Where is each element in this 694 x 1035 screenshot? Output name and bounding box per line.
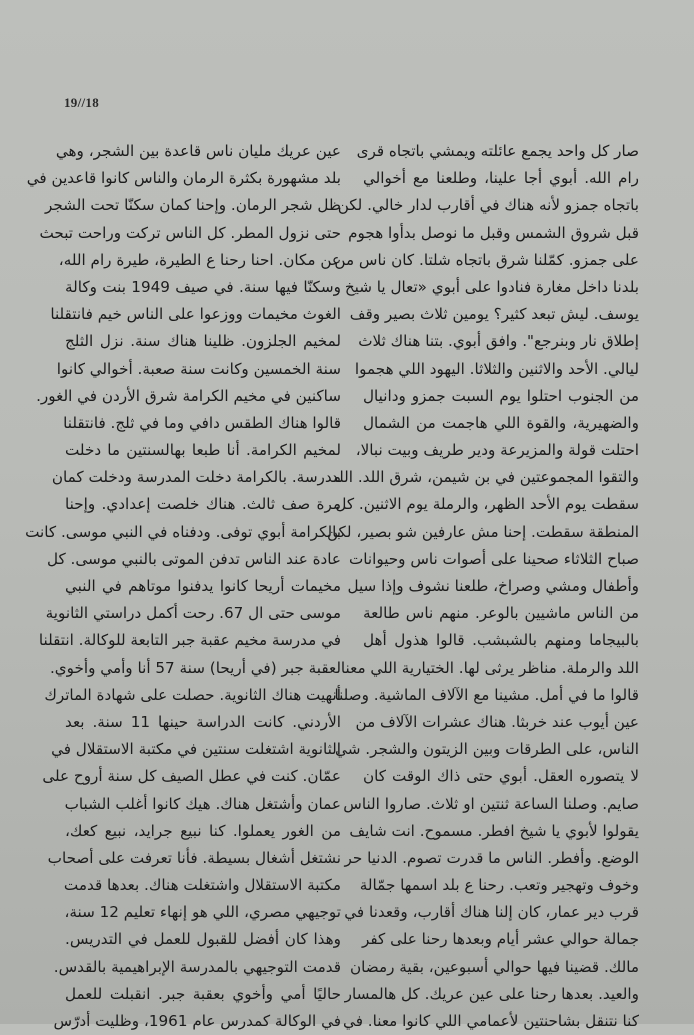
text-line: الغوث مخيمات ووزعوا على الناس خيم فانتقلنا xyxy=(50,305,341,324)
left-text-column xyxy=(25,138,341,1035)
text-line: على جمزو. كمّلنا شرق باتجاه شلتا. كان ناس من xyxy=(334,250,639,269)
text-line: لمخيم الجلزون. ظلينا هناك سنة. نزل الثلج xyxy=(65,332,341,351)
text-line: صايم. وصلنا الساعة ثنتين او ثلاث. صاروا الناس xyxy=(343,794,639,813)
text-line: سقطت يوم الأحد الظهر، والرملة يوم الاثنين. كل xyxy=(335,495,639,514)
text-line: من الغور يعملوا. كنا نبيع جرايد، نبيع كعك، xyxy=(65,821,341,840)
text-line: مدرسة. بالكرامة دخلت المدرسة ودخلت كمان xyxy=(51,468,341,487)
text-line: قبل شروق الشمس وقبل ما نوصل بدأوا هجوم xyxy=(348,223,639,242)
text-line: جمالة حوالي عشر أيام وبعدها رحنا على كفر xyxy=(361,930,639,949)
text-line: بلد مشهورة بكثرة الرمان والناس كانوا قاعدين في xyxy=(26,169,341,188)
text-line: توجيهي مصري، اللي هو إنهاء تعليم 12 سنة، xyxy=(64,903,341,922)
text-line: موسى حتى ال 67. رحت أكمل دراستي الثانوية xyxy=(45,604,341,623)
text-line: ليالي. الأحد والاثنين والثلاثا. اليهود اللي هجموا xyxy=(354,359,639,378)
text-line: وهذا كان أفضل للقبول للعمل في التدريس. xyxy=(65,930,341,949)
text-line: وخوف وتهجير وتعب. رحنا ع بلد اسمها جمّالة xyxy=(359,876,639,895)
text-line: عين أيوب عند خربثا. هناك عشرات الآلاف من xyxy=(355,712,639,731)
text-line: حاليًا أمي وأخوي بعقبة جبر. انقبلت للعمل xyxy=(65,984,341,1003)
text-line: إطلاق نار وبنرجع". وافق أبوي. بتنا هناك ثلاث xyxy=(358,332,639,351)
text-line: باتجاه جمزو لأنه هناك في أقارب لدار خالي. لكن xyxy=(337,196,639,215)
text-line: احتلت قولة والمزيرعة ودير طريف وبيت نبالا، xyxy=(355,441,639,460)
text-line: الوضع. وأفطر. الناس ما قدرت تصوم. الدنيا حر xyxy=(344,848,639,867)
text-line: والتقوا المجموعتين في بن شيمن، شرق اللد. اللد xyxy=(331,468,639,487)
text-line: مكتبة الاستقلال واشتغلت هناك. بعدها قدمت xyxy=(63,876,341,895)
text-line: سنة الخمسين وكانت سنة صعبة. أخوالي كانوا xyxy=(56,359,341,378)
text-line: والضهيرية، والقوة اللي هاجمت من الشمال xyxy=(363,413,639,432)
text-line: اللد والرملة. مناظر يرثى لها. الختيارية اللي معنا xyxy=(340,658,639,677)
page-number: 19//18 xyxy=(64,95,100,110)
text-line: والعيد. بعدها رحنا على عين عريك. كل هالمسار xyxy=(344,984,639,1003)
text-line: قالوا ما في أمل. مشينا مع الآلاف الماشية. وصلنا xyxy=(334,685,639,704)
text-line: عمان وأشتغل هناك. هيك كانوا أغلب الشباب xyxy=(64,794,341,813)
right-text-column xyxy=(326,138,639,1035)
text-line: الأردني. كانت الدراسة حينها 11 سنة. بعد xyxy=(65,712,341,731)
text-line: ساكنين في مخيم الكرامة شرق الأردن في الغور. xyxy=(36,386,341,405)
text-line: وسكنّا فيها سنة. في صيف 1949 بنت وكالة xyxy=(65,277,341,296)
text-line: عن مكان. احنا رحنا ع الطيرة، طيرة رام الله، xyxy=(58,250,341,269)
text-line: لمخيم الكرامة. أنا طبعا بهالسنتين ما دخلت xyxy=(65,441,341,460)
text-line: رام الله. أبوي أجا علينا، وطلعنا مع أخوالي xyxy=(363,169,639,188)
text-line: يوسف. ليش تبعد كثير؟ يومين ثلاث بصير وقف xyxy=(349,305,639,324)
text-line: الناس، على الطرقات وبين الزيتون والشجر. شي xyxy=(335,740,639,759)
text-line: من الناس ماشيين بالوعر. منهم ناس طالعة xyxy=(363,604,639,623)
text-line: المنطقة سقطت. إحنا مش عارفين شو بصير، لكن xyxy=(326,522,639,541)
text-line: بالكرامة أبوي توفى. ودفناه في النبي موسى. كانت xyxy=(25,522,341,541)
text-line: قرب دير عمار، كان إلنا هناك أقارب، وقعدنا في xyxy=(344,903,639,922)
text-line: الثانوية اشتغلت سنتين في مكتبة الاستقلال في xyxy=(51,740,341,759)
text-line: مالك. قضينا فيها حوالي أسبوعين، بقية رمضان xyxy=(350,957,639,976)
text-line: بالبيجاما ومنهم بالشبشب. قالوا هذول أهل xyxy=(363,631,639,650)
text-line: عمّان. كنت في عطل الصيف كل سنة أروح على xyxy=(42,767,341,786)
text-line: لا يتصوره العقل. أبوي حتى ذاك الوقت كان xyxy=(363,767,639,786)
text-line: صار كل واحد يجمع عائلته ويمشي باتجاه قرى xyxy=(356,142,639,160)
text-line: أنهيت هناك الثانوية. حصلت على شهادة الماترك xyxy=(44,685,341,704)
text-line: بلدنا داخل مغارة فنادوا على أبوي «تعال يا شيخ xyxy=(344,277,639,296)
text-line: ظل شجر الرمان. وإحنا كمان سكنّا تحت الشجر xyxy=(44,196,341,215)
text-line: عادة عند الناس تدفن الموتى بالنبي موسى. كل xyxy=(46,549,341,568)
text-line: عين عريك مليان ناس قاعدة بين الشجر، وهي xyxy=(55,142,341,160)
text-line: من الجنوب احتلوا يوم السبت جمزو ودانيال xyxy=(363,386,639,405)
text-line: وأطفال ومشي وصراخ، طلعنا نشوف وإذا سيل xyxy=(347,577,639,595)
text-line: يقولوا لأبوي يا شيخ افطر. مسموح. انت شايف xyxy=(349,821,639,840)
text-line: قالوا هناك الطقس دافي وما في ثلج. فانتقلنا xyxy=(63,413,341,432)
text-line: مرة صف ثالث. هناك خلصت إعدادي. وإحنا xyxy=(65,495,341,514)
text-line: في مدرسة مخيم عقبة جبر التابعة للوكالة. انتقلنا xyxy=(38,631,341,650)
text-line: قدمت التوجيهي بالمدرسة الإبراهيمية بالقدس. xyxy=(53,957,341,976)
text-line: نشتغل أشغال بسيطة. فأنا تعرفت على أصحاب xyxy=(47,848,341,867)
text-line: صباح الثلاثاء صحينا على أصوات ناس وحيوانات xyxy=(348,549,639,568)
text-line: مخيمات أريحا كانوا يدفنوا موتاهم في النبي xyxy=(65,577,341,595)
text-line: في الوكالة كمدرس عام 1961، وظليت أدرّس xyxy=(53,1012,341,1030)
text-line: كنا نتنقل بشاحنتين لأعمامي اللي كانوا معنا. في xyxy=(343,1012,639,1030)
text-line: حتى نزول المطر. كل الناس تركت وراحت تبحث xyxy=(39,223,341,242)
text-line: لعقبة جبر (في أريحا) سنة 57 أنا وأمي وأخوي. xyxy=(49,658,341,677)
